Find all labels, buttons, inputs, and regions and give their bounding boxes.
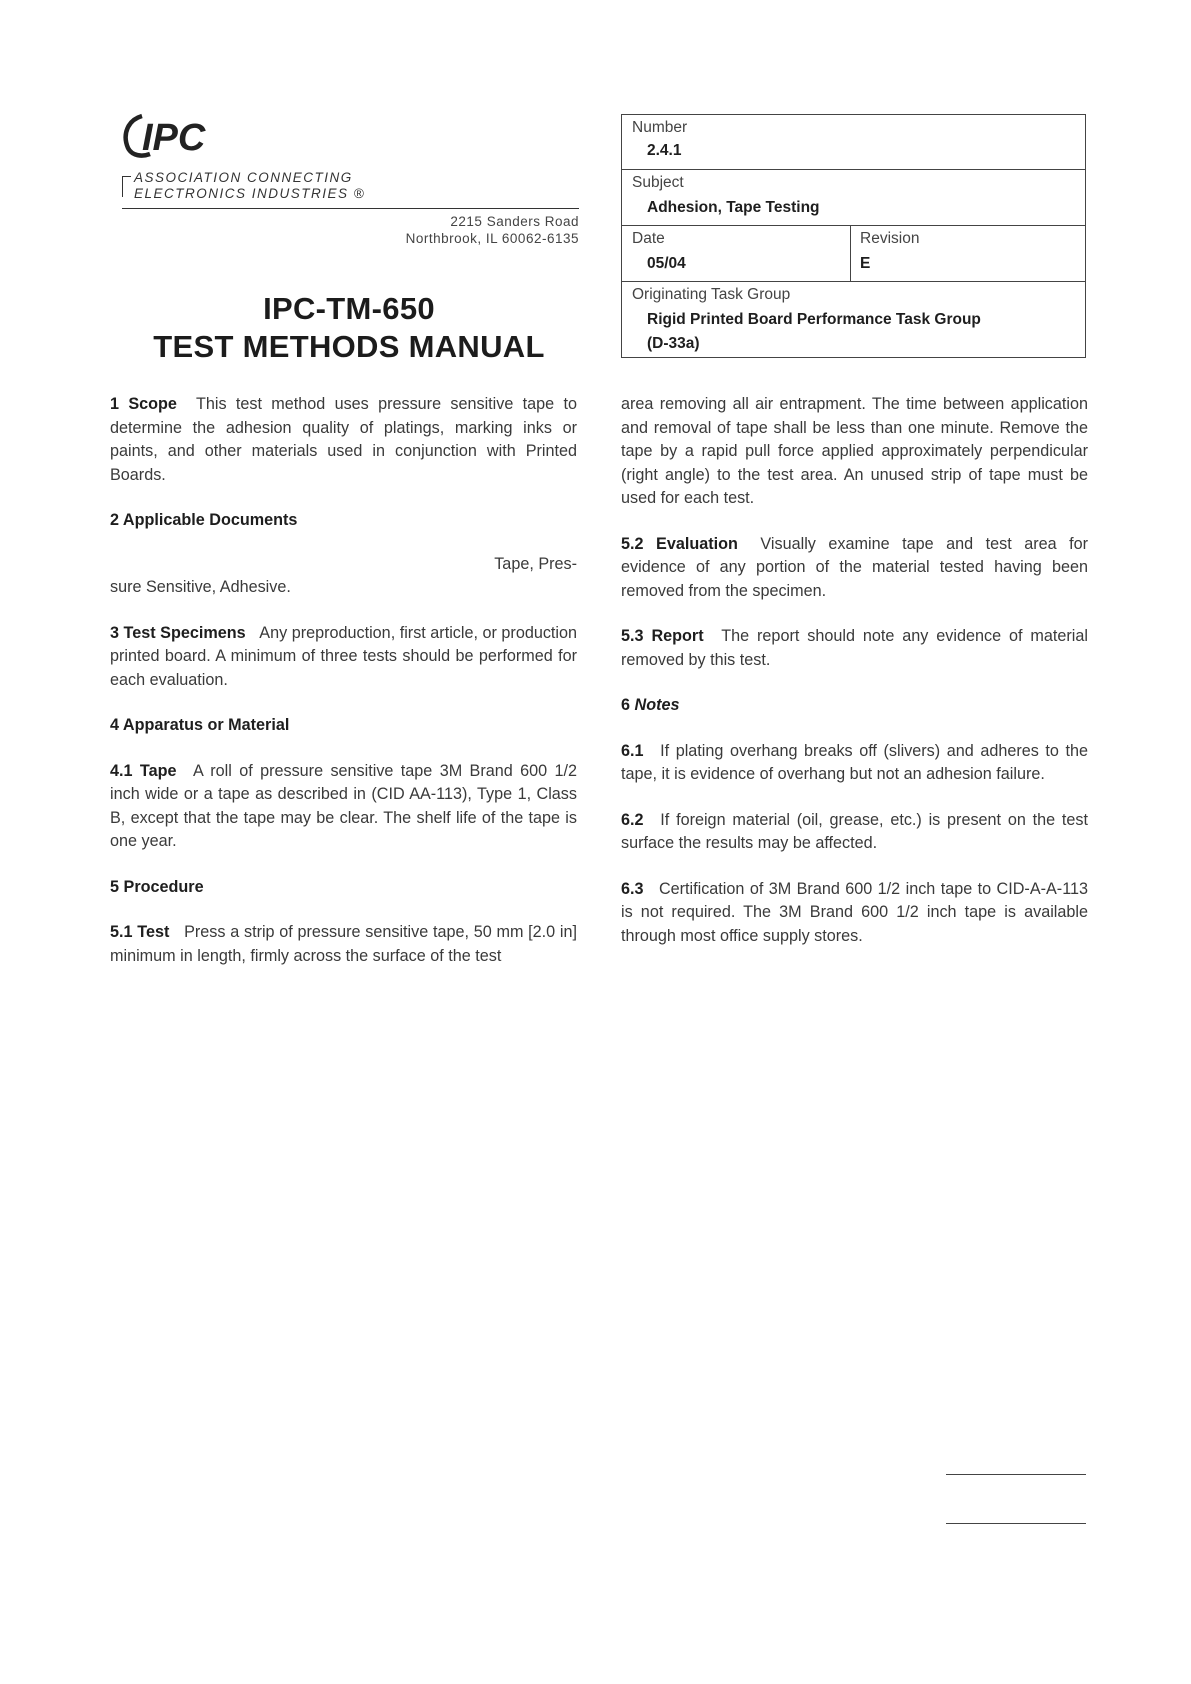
section-5-1-continued: area removing all air entrapment. The time between application and removal of tape shall be less than one minute. Remove the tape by a rapid pull force applied approximately perpendicular (right angle) to the test area. An unused strip of tape must be used for each test. xyxy=(621,395,1088,507)
section-text: Press a strip of pressure sensitive tape, 50 mm [2.0 in] minimum in length, firmly across the surface of the test xyxy=(110,923,578,965)
address xyxy=(330,213,579,247)
section-text: Certification of 3M Brand 600 1/2 inch tape to CID-A-A-113 is not required. The 3M Brand 600 1/2 inch tape is available through most office supply stores. xyxy=(621,879,1088,945)
subject-row xyxy=(622,170,1085,226)
manual-title-line-1: IPC-TM-650 xyxy=(263,291,435,326)
subject-value: Adhesion, Tape Testing xyxy=(647,199,820,216)
date-label: Date xyxy=(632,230,665,247)
section-title: Report xyxy=(651,627,704,645)
section-text: A roll of pressure sensitive tape 3M Brand 600 1/2 inch wide or a tape as described in (CID AA-113), Type 1, Class B, except that the tape may be clear. The shelf life of the tape is one year. xyxy=(110,761,578,850)
number-row xyxy=(622,115,1085,170)
tagline-bracket xyxy=(122,176,131,197)
ipc-logo-mark xyxy=(120,112,230,158)
section-text: The report should note any evidence of material removed by this test. xyxy=(621,627,1088,669)
section-title: Test xyxy=(137,923,170,941)
left-column xyxy=(110,393,577,990)
section-6-1 xyxy=(621,740,1088,787)
section-number: 6.2 xyxy=(621,810,644,829)
section-number: 5.1 xyxy=(110,923,133,941)
right-column xyxy=(621,393,1088,970)
section-number: 4 xyxy=(110,716,120,734)
footer-line-2 xyxy=(946,1523,1086,1524)
section-2-heading xyxy=(110,509,577,533)
footer-line-1 xyxy=(946,1474,1086,1475)
section-text: Any preproduction, first article, or production printed board. A minimum of three tests should be performed for each evaluation. xyxy=(110,623,578,689)
revision-value: E xyxy=(860,255,871,272)
section-number: 3 xyxy=(110,623,120,642)
section-text: Visually examine tape and test area for evidence of any portion of the material tested having been removed from the specimen. xyxy=(621,534,1089,600)
applicable-document-ref-line-2: sure Sensitive, Adhesive. xyxy=(110,578,291,596)
document-info-box xyxy=(621,114,1086,358)
task-group-row xyxy=(622,282,1085,359)
section-5-3-report xyxy=(621,625,1088,672)
date-value: 05/04 xyxy=(647,255,686,272)
section-text: If foreign material (oil, grease, etc.) is present on the test surface the results may be affected. xyxy=(621,810,1088,852)
section-text: This test method uses pressure sensitive tape to determine the adhesion quality of platings, marking inks or paints, and other materials used in conjunction with Printed Boards. xyxy=(110,395,577,484)
number-value: 2.4.1 xyxy=(647,142,682,159)
section-5-1-test xyxy=(110,921,577,968)
section-number: 5.2 xyxy=(621,534,644,553)
section-number: 2 xyxy=(110,511,120,529)
task-group-value-line-2: (D-33a) xyxy=(647,335,700,352)
section-title: Procedure xyxy=(123,877,204,896)
section-3-test-specimens xyxy=(110,622,577,693)
info-divider xyxy=(850,226,851,281)
tagline-line-1: ASSOCIATION CONNECTING xyxy=(134,170,353,185)
section-number: 1 xyxy=(110,395,120,413)
section-title: Evaluation xyxy=(656,534,738,553)
date-revision-row xyxy=(622,226,1085,282)
address-rule xyxy=(122,208,579,209)
section-5-2-evaluation xyxy=(621,533,1088,604)
task-group-value-line-1: Rigid Printed Board Performance Task Group xyxy=(647,311,981,328)
section-title: Applicable Documents xyxy=(122,511,298,529)
section-4-heading xyxy=(110,714,577,738)
section-number: 6.3 xyxy=(621,879,644,898)
address-line-1: 2215 Sanders Road xyxy=(450,214,579,229)
revision-label: Revision xyxy=(860,230,920,247)
section-number: 5 xyxy=(110,877,120,896)
task-group-label: Originating Task Group xyxy=(632,286,791,303)
section-4-1-tape xyxy=(110,760,577,854)
section-number: 6 xyxy=(621,696,631,714)
section-text: If plating overhang breaks off (slivers) and adheres to the tape, it is evidence of overhang but not an adhesion failure. xyxy=(621,741,1089,783)
section-1-scope xyxy=(110,393,577,487)
tagline-line-2: ELECTRONICS INDUSTRIES ® xyxy=(134,186,366,201)
applicable-document-ref-line-1: Tape, Pres- xyxy=(494,554,577,573)
section-title: Apparatus or Material xyxy=(122,716,290,734)
ipc-logo xyxy=(114,112,584,212)
section-number: 6.1 xyxy=(621,741,644,760)
number-label: Number xyxy=(632,119,688,136)
section-title: Notes xyxy=(634,696,680,714)
section-number: 4.1 xyxy=(110,761,133,780)
section-number: 5.3 xyxy=(621,627,644,645)
address-line-2: Northbrook, IL 60062-6135 xyxy=(405,231,579,246)
section-title: Test Specimens xyxy=(123,623,246,642)
section-5-heading xyxy=(110,876,577,900)
section-6-3 xyxy=(621,878,1088,949)
manual-title xyxy=(114,290,584,366)
logo-tagline xyxy=(134,170,365,202)
manual-title-line-2: TEST METHODS MANUAL xyxy=(153,329,545,364)
section-title: Scope xyxy=(128,395,177,413)
section-6-2 xyxy=(621,809,1088,856)
subject-label: Subject xyxy=(632,174,684,191)
section-6-heading xyxy=(621,694,1088,718)
logo-text: IPC xyxy=(142,117,206,158)
section-title: Tape xyxy=(139,761,177,780)
